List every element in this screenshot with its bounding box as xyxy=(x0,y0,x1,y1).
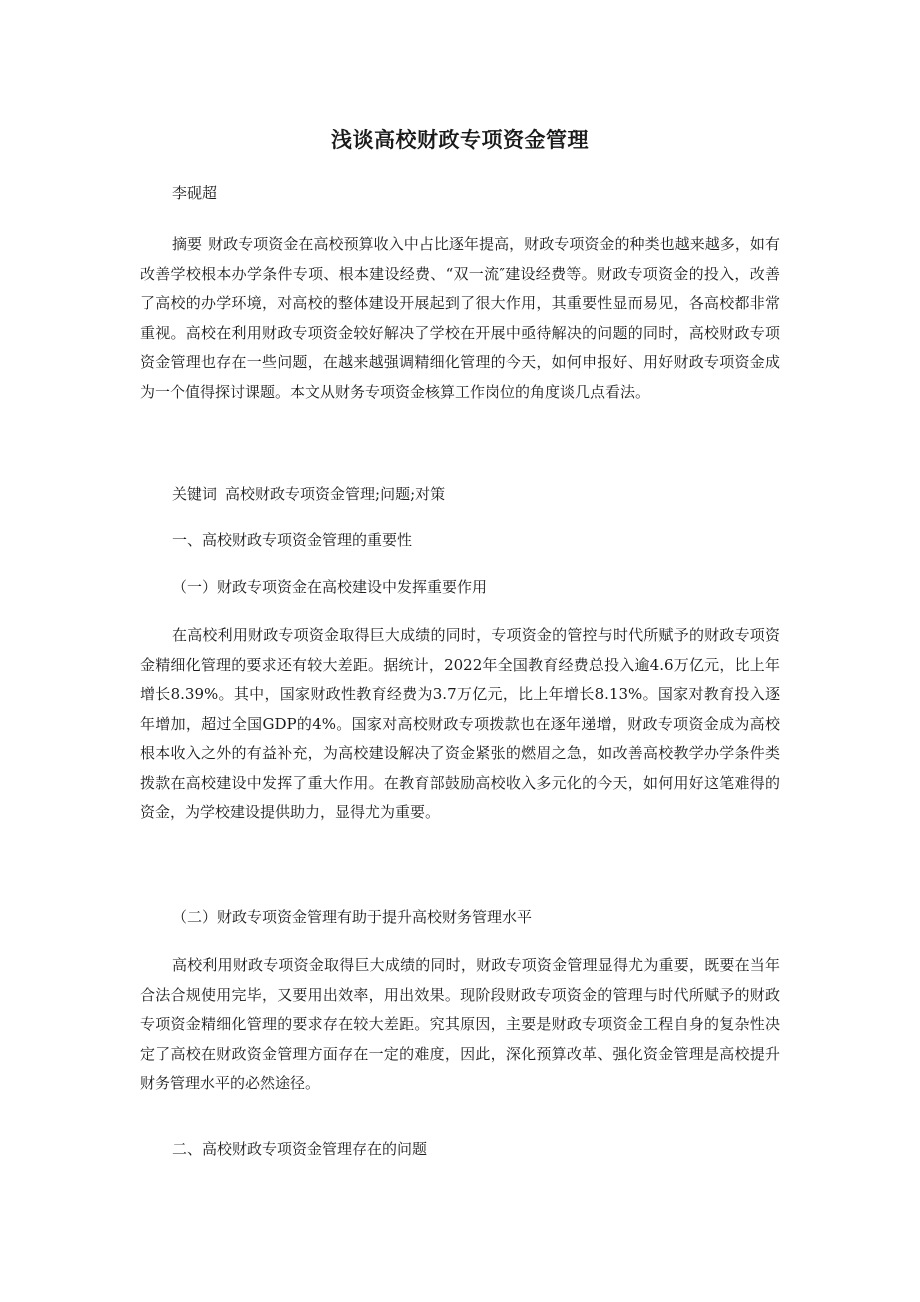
abstract-paragraph xyxy=(140,230,780,407)
section-2-heading: 二、高校财政专项资金管理存在的问题 xyxy=(172,1140,428,1158)
keywords-label: 关键词 xyxy=(172,485,218,503)
section-1-1-paragraph: 在高校利用财政专项资金取得巨大成绩的同时，专项资金的管控与时代所赋予的财政专项资金精细化管理的要求还有较大差距。据统计，2022年全国教育经费总投入逾4.6万亿元，比上年增长8.39%。其中，国家财政性教育经费为3.7万亿元，比上年增长8.13%。国家对教育投入逐年增加，超过全国GDP的4%。国家对高校财政专项拨款也在逐年递增，财政专项资金成为高校根本收入之外的有益补充，为高校建设解决了资金紧张的燃眉之急，如改善高校教学办学条件类拨款在高校建设中发挥了重大作用。在教育部鼓励高校收入多元化的今天，如何用好这笔难得的资金，为学校建设提供助力，显得尤为重要。 xyxy=(140,626,780,821)
abstract-text: 财政专项资金在高校预算收入中占比逐年提高，财政专项资金的种类也越来越多，如有改善学校根本办学条件专项、根本建设经费、“双一流″建设经费等。财政专项资金的投入，改善了高校的办学环境，对高校的整体建设开展起到了很大作用，其重要性显而易见，各高校都非常重视。高校在利用财政专项资金较好解决了学校在开展中亟待解决的问题的同时，高校财政专项资金管理也存在一些问题，在越来越强调精细化管理的今天，如何申报好、用好财政专项资金成为一个值得探讨课题。本文从财务专项资金核算工作岗位的角度谈几点看法。 xyxy=(140,235,780,401)
keywords-text: 高校财政专项资金管理;问题;对策 xyxy=(225,485,446,503)
section-1-heading: 一、高校财政专项资金管理的重要性 xyxy=(172,531,413,549)
section-1-2-heading: （二）财政专项资金管理有助于提升高校财务管理水平 xyxy=(172,908,533,926)
abstract-label: 摘要 xyxy=(172,235,203,253)
author-name: 李砚超 xyxy=(172,184,218,202)
section-1-1-heading: （一）财政专项资金在高校建设中发挥重要作用 xyxy=(172,578,488,596)
keywords-line xyxy=(172,481,445,507)
section-1-2-paragraph: 高校利用财政专项资金取得巨大成绩的同时，财政专项资金管理显得尤为重要，既要在当年合法合规使用完毕，又要用出效率，用出效果。现阶段财政专项资金的管理与时代所赋予的财政专项资金精细化管理的要求存在较大差距。究其原因，主要是财政专项资金工程自身的复杂性决定了高校在财政资金管理方面存在一定的难度，因此，深化预算改革、强化资金管理是高校提升财务管理水平的必然途径。 xyxy=(140,956,780,1092)
document-title: 浅谈高校财政专项资金管理 xyxy=(331,128,589,152)
